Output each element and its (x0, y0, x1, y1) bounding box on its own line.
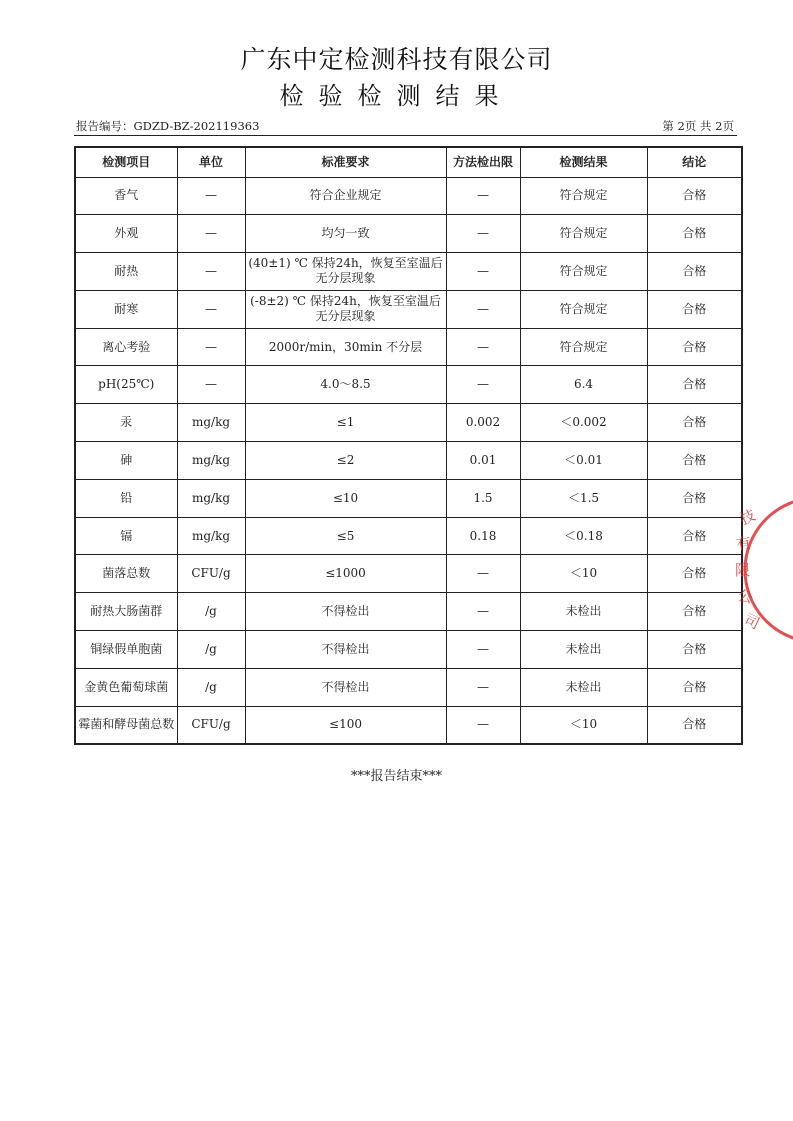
table-row (75, 593, 742, 631)
unit-cell: /g (177, 593, 245, 631)
item-cell: 镉 (75, 517, 177, 555)
requirement-cell: 4.0～8.5 (245, 366, 446, 404)
detection-limit-cell: 0.01 (446, 442, 520, 480)
unit-cell: mg/kg (177, 404, 245, 442)
unit-cell: mg/kg (177, 442, 245, 480)
page-subtitle: 检验检测结果 (279, 82, 514, 110)
result-cell: 符合规定 (520, 215, 647, 253)
requirement-cell: 均匀一致 (245, 215, 446, 253)
requirement-cell: 不得检出 (245, 668, 446, 706)
report-end: ***报告结束*** (350, 769, 442, 784)
svg-text:有: 有 (735, 533, 753, 554)
detection-limit-cell: — (446, 555, 520, 593)
report-number: 报告编号：GDZD-BZ-202119363 (76, 119, 260, 133)
requirement-cell: 不得检出 (245, 593, 446, 631)
report-meta (76, 118, 734, 134)
conclusion-cell: 合格 (647, 555, 742, 593)
item-cell: pH(25℃) (75, 366, 177, 404)
svg-text:限: 限 (735, 561, 751, 579)
unit-cell: — (177, 253, 245, 291)
detection-limit-cell: — (446, 253, 520, 291)
column-header: 结论 (647, 147, 742, 177)
table-row (75, 442, 742, 480)
table-body (75, 177, 742, 744)
company-seal (735, 495, 793, 645)
result-cell: 符合规定 (520, 253, 647, 291)
detection-limit-cell: — (446, 593, 520, 631)
column-header: 检测结果 (520, 147, 647, 177)
header-divider (74, 135, 737, 136)
conclusion-cell: 合格 (647, 442, 742, 480)
detection-limit-cell: — (446, 328, 520, 366)
conclusion-cell: 合格 (647, 366, 742, 404)
requirement-cell: (40±1) ℃ 保持24h，恢复至室温后无分层现象 (245, 253, 446, 291)
table-row (75, 328, 742, 366)
item-cell: 菌落总数 (75, 555, 177, 593)
detection-limit-cell: 1.5 (446, 479, 520, 517)
column-header: 标准要求 (245, 147, 446, 177)
detection-limit-cell: 0.18 (446, 517, 520, 555)
detection-limit-cell: 0.002 (446, 404, 520, 442)
conclusion-cell: 合格 (647, 328, 742, 366)
unit-cell: — (177, 328, 245, 366)
conclusion-cell: 合格 (647, 404, 742, 442)
item-cell: 外观 (75, 215, 177, 253)
item-cell: 汞 (75, 404, 177, 442)
result-cell: 符合规定 (520, 177, 647, 215)
conclusion-cell: 合格 (647, 290, 742, 328)
svg-text:公: 公 (736, 586, 755, 608)
result-cell: ＜0.002 (520, 404, 647, 442)
result-cell: ＜0.18 (520, 517, 647, 555)
conclusion-cell: 合格 (647, 253, 742, 291)
table-row (75, 631, 742, 669)
result-cell: 未检出 (520, 593, 647, 631)
svg-text:技: 技 (737, 505, 759, 529)
column-header: 检测项目 (75, 147, 177, 177)
result-cell: ＜0.01 (520, 442, 647, 480)
table-row (75, 555, 742, 593)
conclusion-cell: 合格 (647, 668, 742, 706)
unit-cell: /g (177, 668, 245, 706)
result-cell: 未检出 (520, 631, 647, 669)
item-cell: 金黄色葡萄球菌 (75, 668, 177, 706)
item-cell: 铅 (75, 479, 177, 517)
requirement-cell: 2000r/min，30min 不分层 (245, 328, 446, 366)
table-row (75, 215, 742, 253)
table-row (75, 517, 742, 555)
table-row (75, 366, 742, 404)
result-cell: 6.4 (520, 366, 647, 404)
result-cell: 符合规定 (520, 328, 647, 366)
results-table (74, 146, 743, 745)
page-title: 广东中定检测科技有限公司 (240, 45, 553, 74)
table-row (75, 404, 742, 442)
unit-cell: /g (177, 631, 245, 669)
unit-cell: mg/kg (177, 479, 245, 517)
detection-limit-cell: — (446, 366, 520, 404)
requirement-cell: ≤10 (245, 479, 446, 517)
unit-cell: — (177, 177, 245, 215)
detection-limit-cell: — (446, 177, 520, 215)
table-row (75, 253, 742, 291)
requirement-cell: 符合企业规定 (245, 177, 446, 215)
result-cell: 未检出 (520, 668, 647, 706)
requirement-cell: ≤100 (245, 706, 446, 744)
unit-cell: CFU/g (177, 555, 245, 593)
requirement-cell: 不得检出 (245, 631, 446, 669)
table-header-row (75, 147, 742, 177)
conclusion-cell: 合格 (647, 593, 742, 631)
unit-cell: — (177, 366, 245, 404)
conclusion-cell: 合格 (647, 177, 742, 215)
detection-limit-cell: — (446, 668, 520, 706)
unit-cell: — (177, 290, 245, 328)
requirement-cell: ≤5 (245, 517, 446, 555)
unit-cell: CFU/g (177, 706, 245, 744)
column-header: 单位 (177, 147, 245, 177)
item-cell: 香气 (75, 177, 177, 215)
conclusion-cell: 合格 (647, 479, 742, 517)
requirement-cell: ≤1000 (245, 555, 446, 593)
table-row (75, 706, 742, 744)
item-cell: 耐寒 (75, 290, 177, 328)
conclusion-cell: 合格 (647, 631, 742, 669)
item-cell: 砷 (75, 442, 177, 480)
svg-text:司: 司 (741, 610, 763, 633)
result-cell: 符合规定 (520, 290, 647, 328)
result-cell: ＜10 (520, 706, 647, 744)
result-cell: ＜1.5 (520, 479, 647, 517)
unit-cell: — (177, 215, 245, 253)
conclusion-cell: 合格 (647, 517, 742, 555)
item-cell: 铜绿假单胞菌 (75, 631, 177, 669)
result-cell: ＜10 (520, 555, 647, 593)
requirement-cell: ≤1 (245, 404, 446, 442)
unit-cell: mg/kg (177, 517, 245, 555)
conclusion-cell: 合格 (647, 706, 742, 744)
item-cell: 耐热大肠菌群 (75, 593, 177, 631)
detection-limit-cell: — (446, 706, 520, 744)
detection-limit-cell: — (446, 631, 520, 669)
requirement-cell: ≤2 (245, 442, 446, 480)
item-cell: 离心考验 (75, 328, 177, 366)
table-row (75, 668, 742, 706)
item-cell: 耐热 (75, 253, 177, 291)
detection-limit-cell: — (446, 290, 520, 328)
column-header: 方法检出限 (446, 147, 520, 177)
page-number: 第 2页 共 2页 (662, 119, 734, 133)
item-cell: 霉菌和酵母菌总数 (75, 706, 177, 744)
table-row (75, 479, 742, 517)
requirement-cell: (-8±2) ℃ 保持24h，恢复至室温后无分层现象 (245, 290, 446, 328)
conclusion-cell: 合格 (647, 215, 742, 253)
table-row (75, 290, 742, 328)
table-row (75, 177, 742, 215)
detection-limit-cell: — (446, 215, 520, 253)
